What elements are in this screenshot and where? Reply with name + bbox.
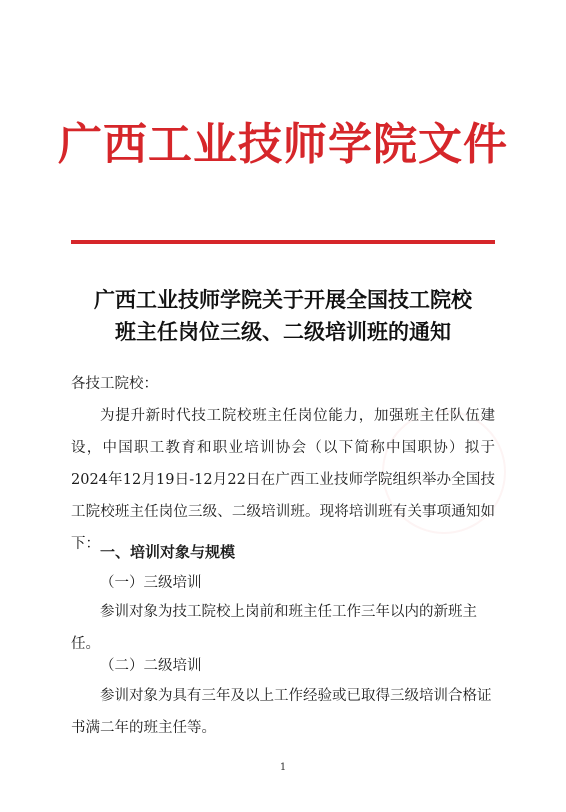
red-divider-line	[71, 240, 495, 244]
page-number: 1	[279, 762, 287, 773]
subsection-text-level2: 参训对象为具有三年及以上工作经验或已取得三级培训合格证书满二年的班主任等。	[71, 688, 492, 736]
greeting: 各技工院校：	[71, 376, 158, 392]
org-document-header: 广西工业技师学院文件	[58, 119, 508, 170]
subsection-heading-level2: （二）二级培训	[100, 658, 202, 674]
notice-title-line-1: 广西工业技师学院关于开展全国技工院校	[94, 287, 472, 312]
section-heading-1: 一、培训对象与规模	[100, 543, 236, 561]
notice-title-line-2: 班主任岗位三级、二级培训班的通知	[115, 319, 451, 344]
subsection-text-level3: 参训对象为技工院校上岗前和班主任工作三年以内的新班主任。	[71, 604, 477, 652]
intro-paragraph: 为提升新时代技工院校班主任岗位能力，加强班主任队伍建设，中国职工教育和职业培训协会（以下简称中国职协）拟于2024年12月19日-12月22日在广西工业技师学院组织举办全国技工院校班主任岗位三级、二级培训班。现将培训班有关事项通知如下：	[71, 408, 495, 552]
subsection-heading-level3: （一）三级培训	[100, 575, 202, 591]
